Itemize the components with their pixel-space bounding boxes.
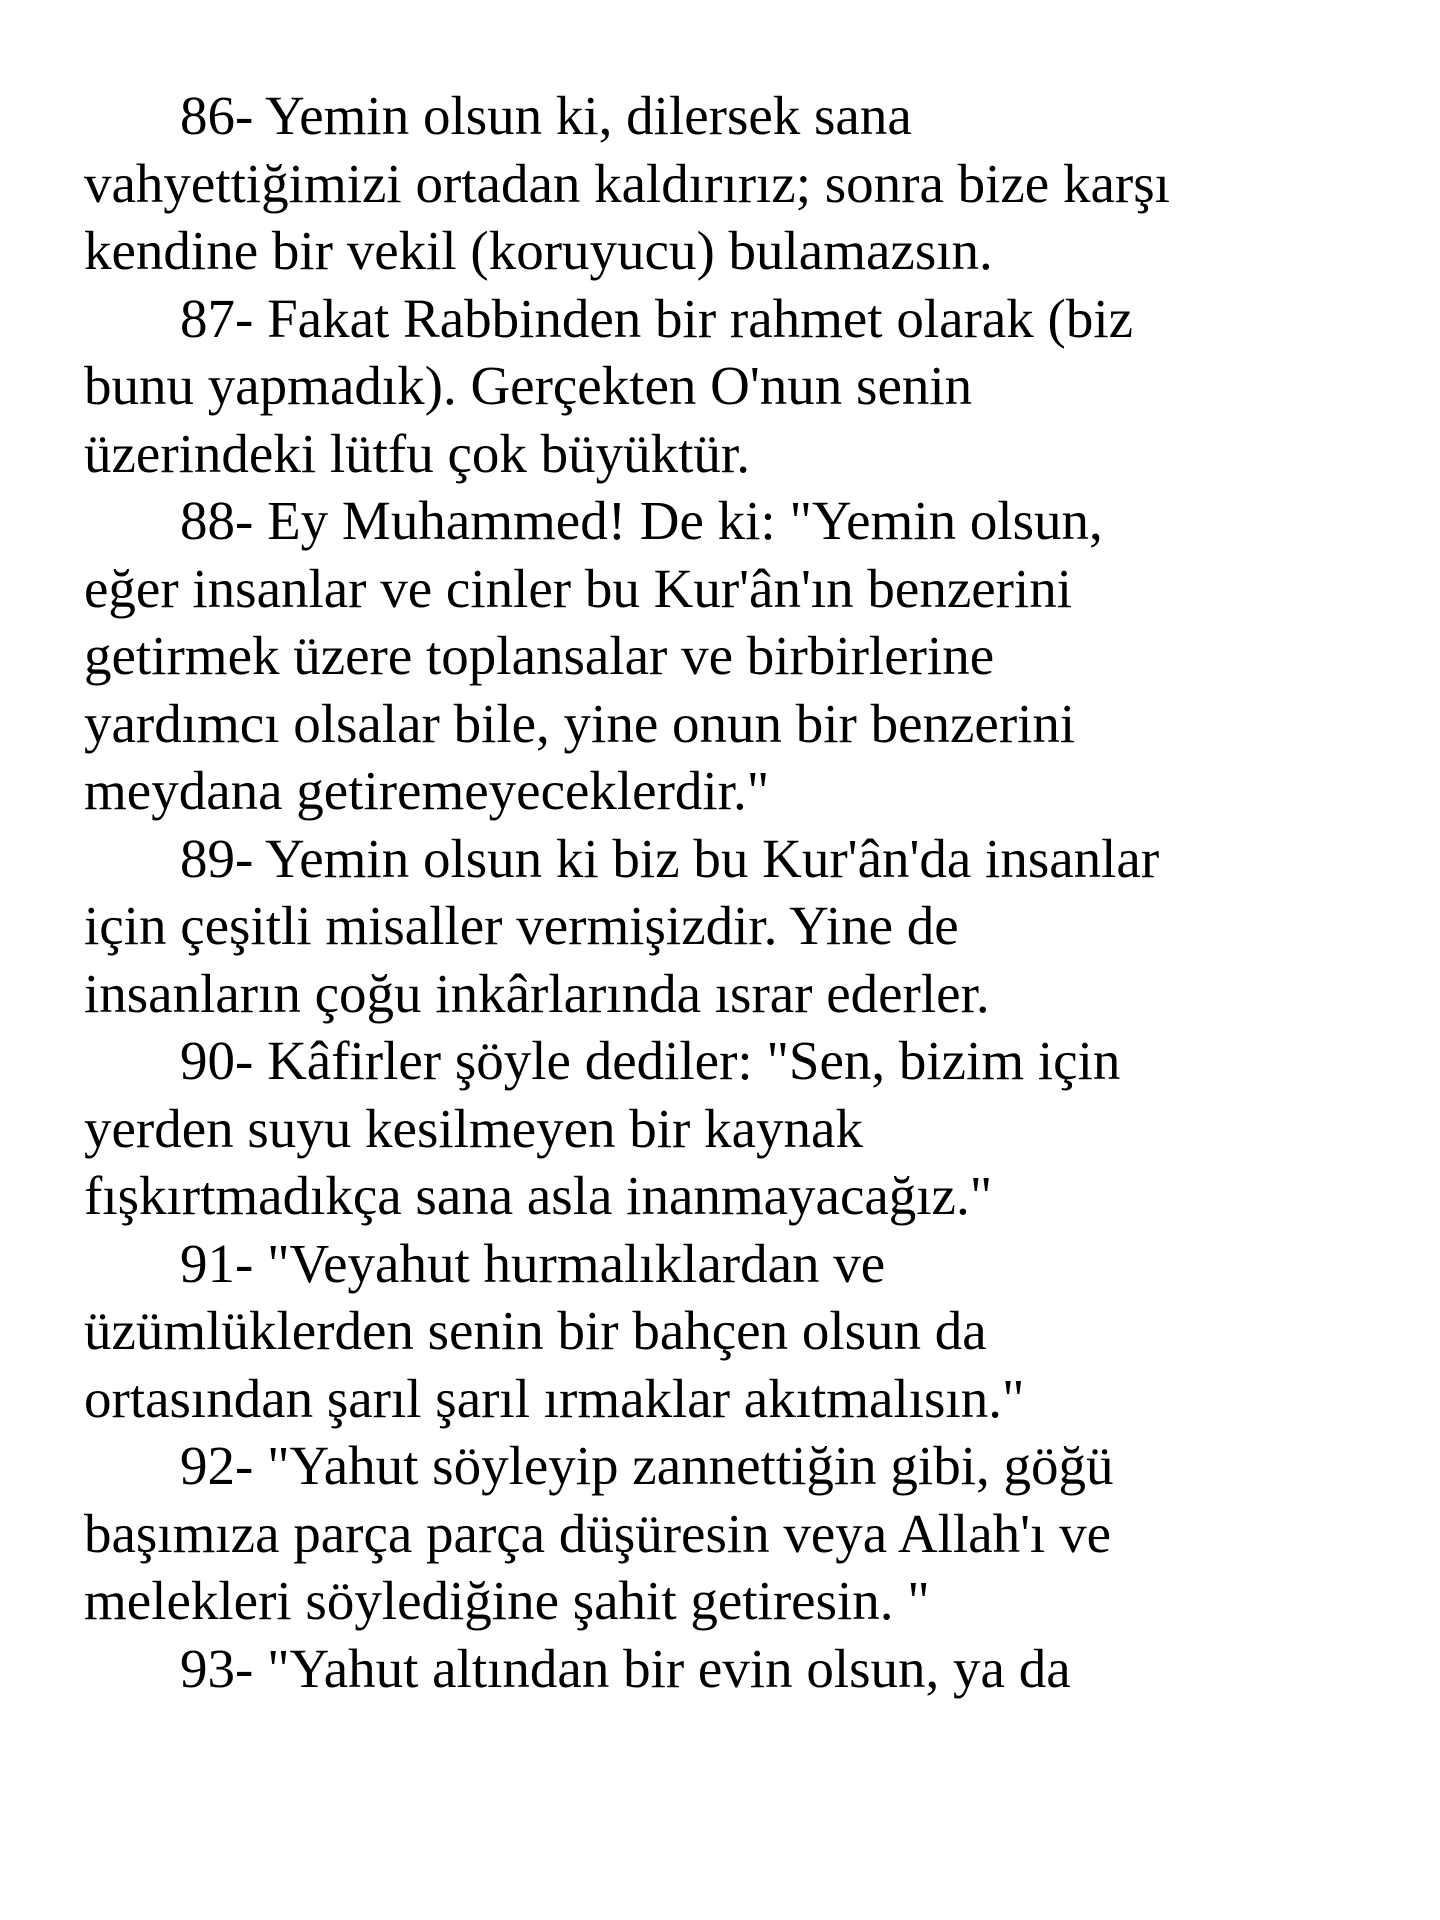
verse-89 [84, 825, 1380, 1028]
verse-87 [84, 285, 1380, 488]
verse-93 [84, 1635, 1380, 1703]
verse-line: 92- "Yahut söyleyip zannettiğin gibi, göğü [180, 1435, 1114, 1496]
verse-line: 87- Fakat Rabbinden bir rahmet olarak (biz [180, 287, 1134, 349]
verse-line: 91- "Veyahut hurmalıklardan ve [180, 1232, 886, 1294]
verse-line: ortasından şarıl şarıl ırmaklar akıtmalısın." [84, 1367, 1025, 1429]
verse-line: yerden suyu kesilmeyen bir kaynak [84, 1097, 863, 1159]
verse-line: melekleri söylediğine şahit getiresin. " [84, 1570, 930, 1631]
verse-line: başımıza parça parça düşüresin veya Allah'ı ve [84, 1502, 1111, 1564]
verse-90 [84, 1027, 1380, 1230]
verse-line: için çeşitli misaller vermişizdir. Yine de [84, 895, 959, 956]
verse-line: üzerindeki lütfu çok büyüktür. [84, 422, 750, 484]
verse-88 [84, 487, 1380, 825]
verse-line: insanların çoğu inkârlarında ısrar ederler. [84, 962, 990, 1024]
verse-line: meydana getiremeyeceklerdir." [84, 760, 770, 821]
verse-line: fışkırtmadıkça sana asla inanmayacağız." [84, 1165, 993, 1226]
verse-line: 90- Kâfirler şöyle dediler: "Sen, bizim için [180, 1030, 1121, 1091]
verse-line: kendine bir vekil (koruyucu) bulamazsın. [84, 220, 993, 281]
verse-line: 88- Ey Muhammed! De ki: "Yemin olsun, [180, 490, 1103, 551]
verse-92 [84, 1432, 1380, 1635]
verse-line: yardımcı olsalar bile, yine onun bir benzerini [84, 692, 1076, 754]
verse-line: 89- Yemin olsun ki biz bu Kur'ân'da insanlar [180, 827, 1160, 889]
verse-line: getirmek üzere toplansalar ve birbirlerine [84, 625, 995, 686]
verse-line: 86- Yemin olsun ki, dilersek sana [180, 85, 912, 146]
verse-line: üzümlüklerden senin bir bahçen olsun da [84, 1300, 987, 1361]
verse-86 [84, 82, 1380, 285]
verse-line: eğer insanlar ve cinler bu Kur'ân'ın benzerini [84, 557, 1073, 619]
verse-91 [84, 1230, 1380, 1433]
verse-line: 93- "Yahut altından bir evin olsun, ya da [180, 1637, 1071, 1699]
verse-line: bunu yapmadık). Gerçekten O'nun senin [84, 355, 973, 416]
verse-line: vahyettiğimizi ortadan kaldırırız; sonra bize karşı [84, 152, 1170, 214]
